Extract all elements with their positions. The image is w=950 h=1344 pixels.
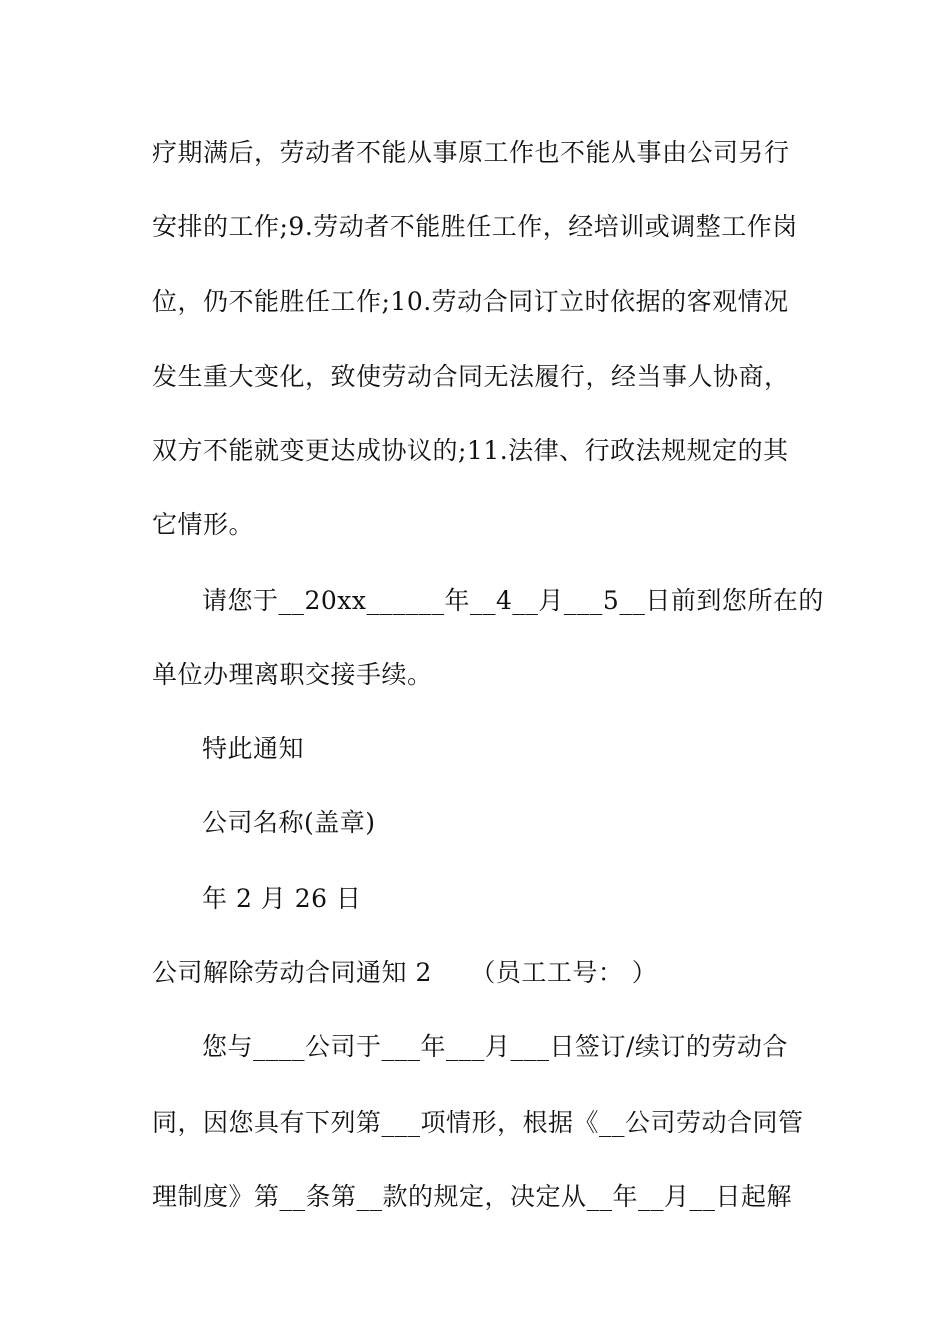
section-title: 公司解除劳动合同通知 2 （员工工号： ）: [152, 958, 658, 987]
text-line: 它情形。: [152, 510, 255, 539]
text-line: 同，因您具有下列第___项情形，根据《__公司劳动合同管: [152, 1108, 804, 1137]
notice-closing: 特此通知: [202, 734, 305, 763]
text-line: 疗期满后，劳动者不能从事原工作也不能从事由公司另行: [152, 138, 790, 167]
text-line: 单位办理离职交接手续。: [152, 660, 433, 689]
company-signature: 公司名称(盖章): [202, 808, 376, 837]
text-line: 安排的工作;9.劳动者不能胜任工作，经培训或调整工作岗: [152, 212, 798, 241]
text-line: 请您于__20xx______年__4__月___5__日前到您所在的: [202, 586, 824, 615]
text-line: 您与____公司于___年___月___日签订/续订的劳动合: [202, 1032, 788, 1061]
text-line: 发生重大变化，致使劳动合同无法履行，经当事人协商，: [152, 362, 790, 391]
text-line: 双方不能就变更达成协议的;11.法律、行政法规规定的其: [152, 436, 789, 465]
text-line: 位，仍不能胜任工作;10.劳动合同订立时依据的客观情况: [152, 287, 789, 316]
notice-date: 年 2 月 26 日: [202, 884, 362, 913]
text-line: 理制度》第__条第__款的规定，决定从__年__月__日起解: [152, 1182, 793, 1211]
